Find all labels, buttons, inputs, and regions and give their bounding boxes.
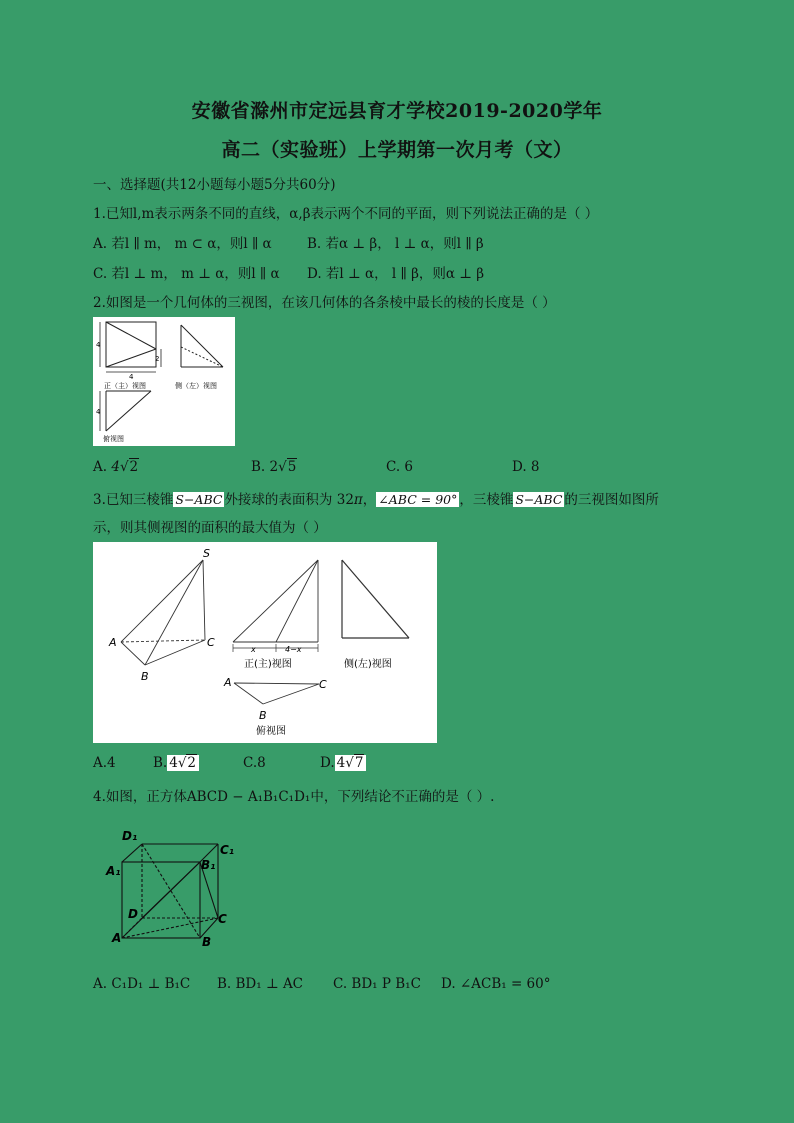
q4-option-d: D. ∠ACB₁ = 60° bbox=[441, 976, 551, 992]
q1-option-b: B. 若α ⊥ β， l ⊥ α，则l ∥ β bbox=[307, 236, 484, 252]
q3-dim-4-minus-x: 4−x bbox=[285, 645, 302, 654]
q1-option-c: C. 若l ⊥ m， m ⊥ α，则l ∥ α bbox=[93, 266, 280, 282]
q4-option-c: C. BD₁ P B₁C bbox=[333, 976, 421, 992]
q3-top-label: 俯视图 bbox=[256, 726, 286, 737]
q2-three-view-figure bbox=[93, 317, 235, 446]
q3-dim-x: x bbox=[251, 645, 256, 654]
q3-label-c: C bbox=[207, 636, 215, 649]
document-subtitle: 高二（实验班）上学期第一次月考（文） bbox=[221, 139, 573, 161]
q2-side-label: 侧（左）视图 bbox=[175, 382, 217, 390]
q3-sabc-2: S−ABC bbox=[515, 492, 563, 507]
q3-option-a: A.4 bbox=[93, 755, 116, 771]
q3-side-label: 侧(左)视图 bbox=[344, 659, 392, 670]
q2-front-label: 正（主）视图 bbox=[104, 382, 146, 390]
q3-stem: 3.已知三棱锥 S−ABC 外接球的表面积为 32π， ∠ABC = 90° ，三棱锥 S−ABC 的三视图如图所 bbox=[93, 492, 659, 508]
q4-label-c1: C₁ bbox=[220, 843, 235, 857]
q4-stem: 4.如图，正方体ABCD − A₁B₁C₁D₁中，下列结论不正确的是（ ）. bbox=[93, 789, 495, 805]
q4-label-c: C bbox=[218, 912, 227, 926]
q4-option-a: A. C₁D₁ ⊥ B₁C bbox=[93, 976, 191, 992]
q3-option-b: B. 4√2 bbox=[153, 755, 199, 771]
q2-option-a: A. 4√2 bbox=[93, 459, 139, 475]
q2-top-label: 俯视图 bbox=[103, 435, 124, 443]
q2-dim-4b: 4 bbox=[129, 373, 134, 381]
q3-top-c: C bbox=[319, 678, 327, 691]
q4-option-b: B. BD₁ ⊥ AC bbox=[217, 976, 304, 992]
q2-dim-2: 2 bbox=[155, 355, 160, 363]
q3-sabc: S−ABC bbox=[175, 492, 223, 507]
q1-option-a: A. 若l ∥ m， m ⊂ α，则l ∥ α bbox=[93, 236, 272, 252]
q3-top-a: A bbox=[224, 676, 232, 689]
q2-dim-4a: 4 bbox=[96, 341, 101, 349]
q3-front-label: 正(主)视图 bbox=[244, 659, 292, 670]
q4-cube-figure bbox=[100, 822, 250, 952]
q4-label-d1: D₁ bbox=[122, 829, 138, 843]
q3-stem-line2: 示，则其侧视图的面积的最大值为（ ） bbox=[93, 520, 327, 536]
q2-option-c: C. 6 bbox=[386, 459, 414, 475]
section-heading: 一、选择题(共12小题每小题5分共60分) bbox=[93, 177, 336, 193]
q2-stem: 2.如图是一个几何体的三视图，在该几何体的各条棱中最长的棱的长度是（ ） bbox=[93, 295, 556, 311]
q3-figure bbox=[93, 542, 437, 743]
q1-option-d: D. 若l ⊥ α， l ∥ β，则α ⊥ β bbox=[307, 266, 485, 282]
q3-option-c: C.8 bbox=[243, 755, 266, 771]
q3-option-d: D. 4√7 bbox=[320, 755, 366, 771]
document-title: 安徽省滁州市定远县育才学校2019-2020学年 bbox=[191, 100, 603, 122]
q2-dim-4c: 4 bbox=[96, 408, 101, 416]
q3-angle: ∠ABC = 90° bbox=[378, 492, 458, 507]
q4-label-b1: B₁ bbox=[201, 858, 216, 872]
q3-label-b: B bbox=[141, 670, 149, 683]
q4-label-a1: A₁ bbox=[106, 864, 121, 878]
q3-label-s: S bbox=[203, 547, 210, 560]
q2-option-d: D. 8 bbox=[512, 459, 540, 475]
q4-label-d: D bbox=[128, 907, 138, 921]
q2-option-b: B. 2√5 bbox=[251, 459, 297, 475]
q3-label-a: A bbox=[109, 636, 117, 649]
q4-label-b: B bbox=[202, 935, 212, 949]
q3-top-b: B bbox=[259, 709, 267, 722]
q4-label-a: A bbox=[112, 931, 122, 945]
q1-stem: 1.已知l,m表示两条不同的直线，α,β表示两个不同的平面，则下列说法正确的是（ ） bbox=[93, 206, 599, 222]
